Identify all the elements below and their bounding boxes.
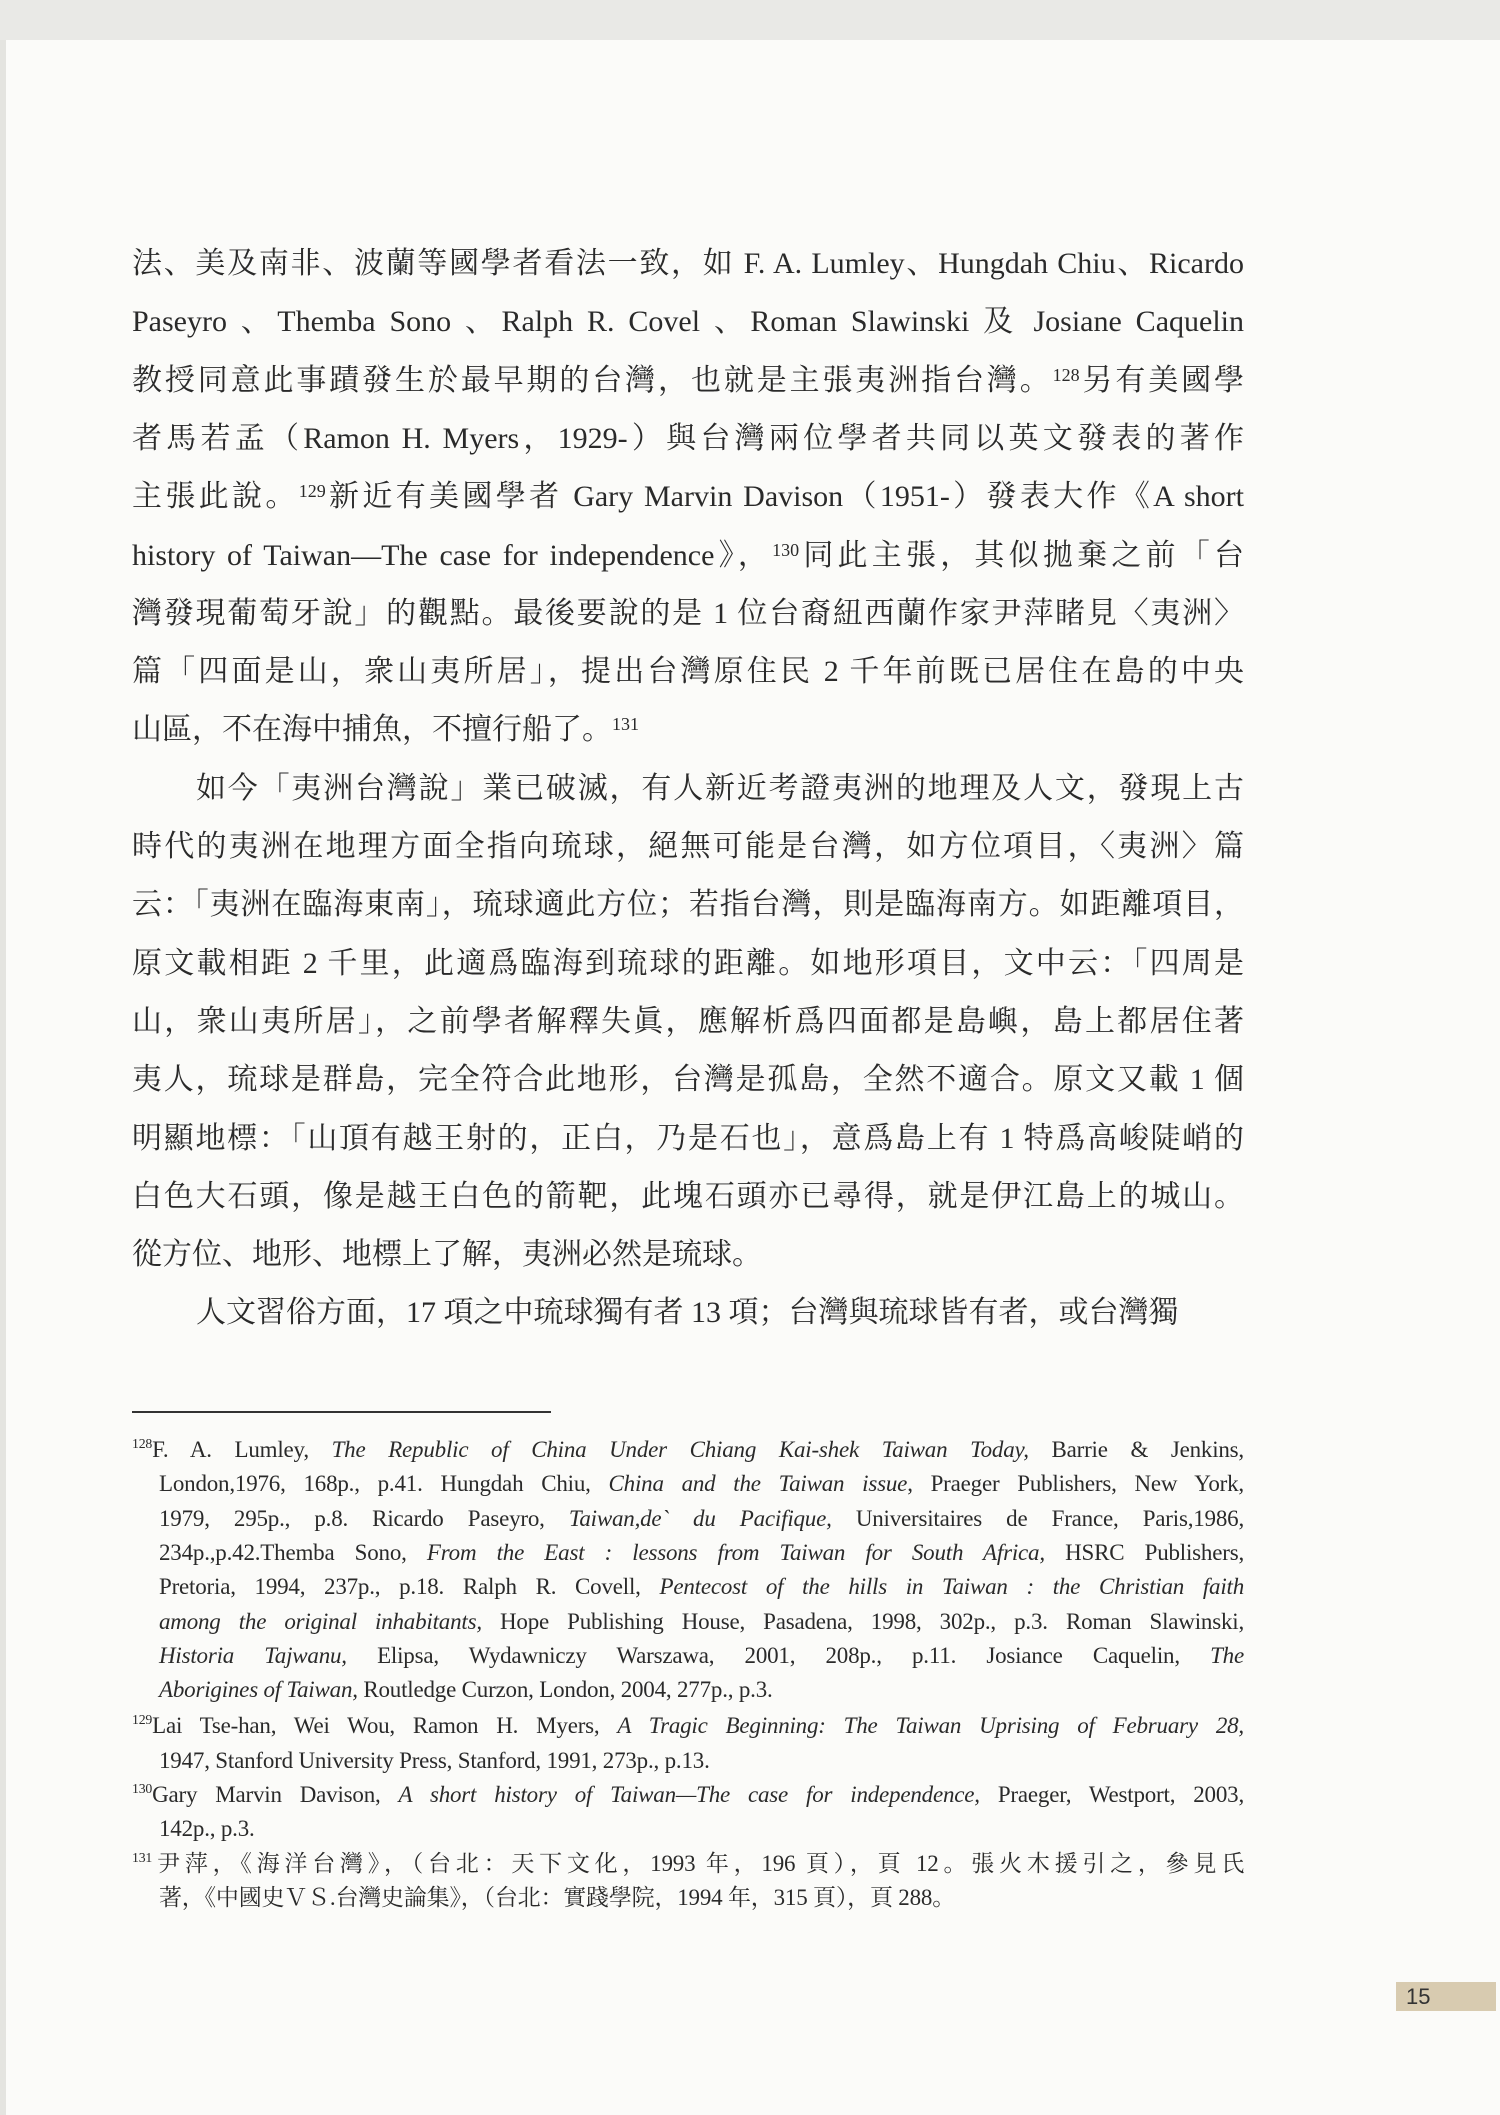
body-line	[132, 419, 1244, 459]
text-run: 尹萍，《海洋台灣》，（台北：天下文化，1993 年，196 頁），頁 12。張火木援引之，參見氏	[152, 1850, 1244, 1876]
text-run: 篇「四面是山，衆山夷所居」，提出台灣原住民 2 千年前既已居住在島的中央	[132, 655, 1244, 689]
footnote-line	[159, 1538, 1244, 1568]
text-run: 1947, Stanford University Press, Stanford, 1991, 273p., p.13.	[159, 1747, 710, 1773]
body-line	[132, 885, 1244, 925]
text-run: 云：「夷洲在臨海東南」，琉球適此方位；若指台灣，則是臨海南方。如距離項目，	[132, 888, 1244, 922]
text-run: 教授同意此事蹟發生於最早期的台灣，也就是主張夷洲指台灣。	[132, 363, 1053, 397]
text-run: 新近有美國學者 Gary Marvin Davison（1951-）發表大作《A short	[325, 480, 1245, 514]
text-run: 著，《中國史ＶＳ.台灣史論集》，（台北：實踐學院，1994 年，315 頁），頁 288。	[159, 1884, 956, 1910]
footnote-line	[132, 1711, 1244, 1741]
text-run: 人文習俗方面，17 項之中琉球獨有者 13 項；台灣與琉球皆有者，或台灣獨	[196, 1296, 1179, 1330]
text-run: From the East : lessons from Taiwan for South Africa,	[426, 1539, 1045, 1565]
body-line	[132, 710, 1244, 750]
text-run: Barrie & Jenkins,	[1028, 1437, 1244, 1462]
footnote-line	[159, 1572, 1244, 1602]
body-line	[132, 1002, 1244, 1042]
body-line	[132, 361, 1244, 401]
text-run: 1979, 295p., p.8. Ricardo Paseyro,	[159, 1505, 569, 1531]
body-line	[132, 1119, 1244, 1159]
text-run: Pretoria, 1994, 237p., p.18. Ralph R. Covell,	[159, 1574, 660, 1600]
text-run: 234p.,p.42.Themba Sono,	[159, 1539, 427, 1565]
footnote-ref: 129	[132, 1712, 153, 1728]
scan-left-edge	[0, 40, 6, 2115]
text-run: Lai Tse-han, Wei Wou, Ramon H. Myers,	[152, 1713, 618, 1739]
body-line	[132, 769, 1244, 809]
body-line	[132, 536, 1244, 576]
scan-top-margin	[0, 0, 1500, 40]
text-run: Universitaires de France, Paris,1986,	[831, 1505, 1244, 1531]
text-run: , Praeger Publishers, New York,	[907, 1471, 1244, 1497]
footnote-ref: 128	[1052, 364, 1080, 385]
footnote-ref: 130	[772, 539, 800, 560]
text-run: 明顯地標：「山頂有越王射的，正白，乃是石也」，意爲島上有 1 特爲高峻陡峭的	[132, 1121, 1244, 1155]
text-run: F. A. Lumley,	[152, 1437, 332, 1462]
text-run: Aborigines of Taiwan,	[159, 1677, 358, 1703]
body-line	[132, 827, 1244, 867]
text-run: The Republic of China Under Chiang Kai-shek Taiwan Today,	[331, 1437, 1029, 1462]
text-run: Routledge Curzon, London, 2004, 277p., p.3.	[357, 1677, 773, 1703]
body-line	[132, 1060, 1244, 1100]
footnote-line	[159, 1607, 1244, 1637]
footnote-line	[159, 1883, 1244, 1913]
text-run: The	[1210, 1642, 1244, 1668]
footnote-ref: 129	[298, 481, 326, 502]
text-run: 夷人，琉球是群島，完全符合此地形，台灣是孤島，全然不適合。原文又載 1 個	[132, 1063, 1244, 1097]
text-run: Paseyro 、Themba Sono 、Ralph R. Covel 、Roman Slawinski 及 Josiane Caquelin	[132, 305, 1244, 339]
text-run: 另有美國學	[1079, 363, 1245, 397]
text-run: 山，衆山夷所居」，之前學者解釋失眞，應解析爲四面都是島嶼，島上都居住著	[132, 1004, 1244, 1038]
footnote-ref: 131	[612, 714, 639, 735]
body-line	[132, 477, 1244, 517]
body-line	[132, 1235, 1244, 1275]
body-line	[132, 1177, 1244, 1217]
text-run: Hope Publishing House, Pasadena, 1998, 302p., p.3. Roman Slawinski,	[481, 1608, 1244, 1634]
footnote-line	[132, 1780, 1244, 1810]
text-run: London,1976, 168p., p.41. Hungdah Chiu,	[159, 1471, 609, 1497]
body-line	[132, 652, 1244, 692]
text-run: 者馬若孟（Ramon H. Myers，1929-）與台灣兩位學者共同以英文發表的著作	[132, 421, 1244, 455]
text-run: Elipsa, Wydawniczy Warszawa, 2001, 208p., p.11. Josiance Caquelin,	[346, 1642, 1211, 1668]
footnote-line	[159, 1641, 1244, 1671]
text-run: 同此主張，其似拋棄之前「台	[799, 538, 1244, 572]
text-run: HSRC Publishers,	[1044, 1539, 1244, 1565]
footnote-line	[159, 1675, 1244, 1705]
text-run: among the original inhabitants,	[159, 1608, 482, 1634]
footnote-line	[159, 1746, 1244, 1776]
body-line	[132, 302, 1244, 342]
body-line	[132, 594, 1244, 634]
text-run: 主張此說。	[132, 480, 299, 514]
text-run: Historia Tajwanu,	[159, 1642, 347, 1668]
text-run: 如今「夷洲台灣說」業已破滅，有人新近考證夷洲的地理及人文，發現上古	[196, 771, 1244, 805]
footnote-line	[159, 1469, 1244, 1499]
text-run: 灣發現葡萄牙說」的觀點。最後要說的是 1 位台裔紐西蘭作家尹萍睹見〈夷洲〉	[132, 596, 1244, 630]
text-run: Gary Marvin Davison,	[152, 1782, 399, 1807]
text-run: Taiwan,de` du Pacifique,	[568, 1505, 832, 1531]
text-run: China and the Taiwan issue	[608, 1471, 908, 1497]
text-run: A short history of Taiwan—The case for independence,	[398, 1782, 980, 1807]
footnote-line	[159, 1814, 1244, 1844]
text-run: 從方位、地形、地標上了解，夷洲必然是琉球。	[132, 1238, 762, 1272]
text-run: 原文載相距 2 千里，此適爲臨海到琉球的距離。如地形項目，文中云：「四周是	[132, 946, 1244, 980]
footnote-ref: 131	[132, 1849, 153, 1865]
page-number: 15	[1396, 1982, 1496, 2011]
footnote-line	[132, 1435, 1244, 1465]
footnote-ref: 130	[132, 1781, 153, 1796]
body-line	[132, 944, 1244, 984]
text-run: history of Taiwan—The case for independence》，	[132, 538, 773, 572]
text-run: 法、美及南非、波蘭等國學者看法一致，如 F. A. Lumley、Hungdah Chiu、Ricardo	[132, 247, 1244, 280]
footnote-line	[159, 1504, 1244, 1534]
text-run: Pentecost of the hills in Taiwan : the Christian faith	[659, 1574, 1245, 1600]
footnote-line	[132, 1849, 1244, 1879]
text-run: 山區，不在海中捕魚，不擅行船了。	[132, 713, 612, 747]
text-run: Praeger, Westport, 2003,	[979, 1782, 1244, 1807]
footnote-ref: 128	[132, 1436, 153, 1451]
footnote-separator	[132, 1411, 551, 1413]
body-line	[132, 1293, 1244, 1333]
text-run: A Tragic Beginning: The Taiwan Uprising of February 28,	[617, 1713, 1244, 1739]
body-line	[132, 244, 1244, 284]
text-run: 142p., p.3.	[159, 1816, 255, 1842]
text-run: 時代的夷洲在地理方面全指向琉球，絕無可能是台灣，如方位項目，〈夷洲〉篇	[132, 830, 1244, 863]
text-run: 白色大石頭，像是越王白色的箭靶，此塊石頭亦已尋得，就是伊江島上的城山。	[132, 1179, 1244, 1213]
